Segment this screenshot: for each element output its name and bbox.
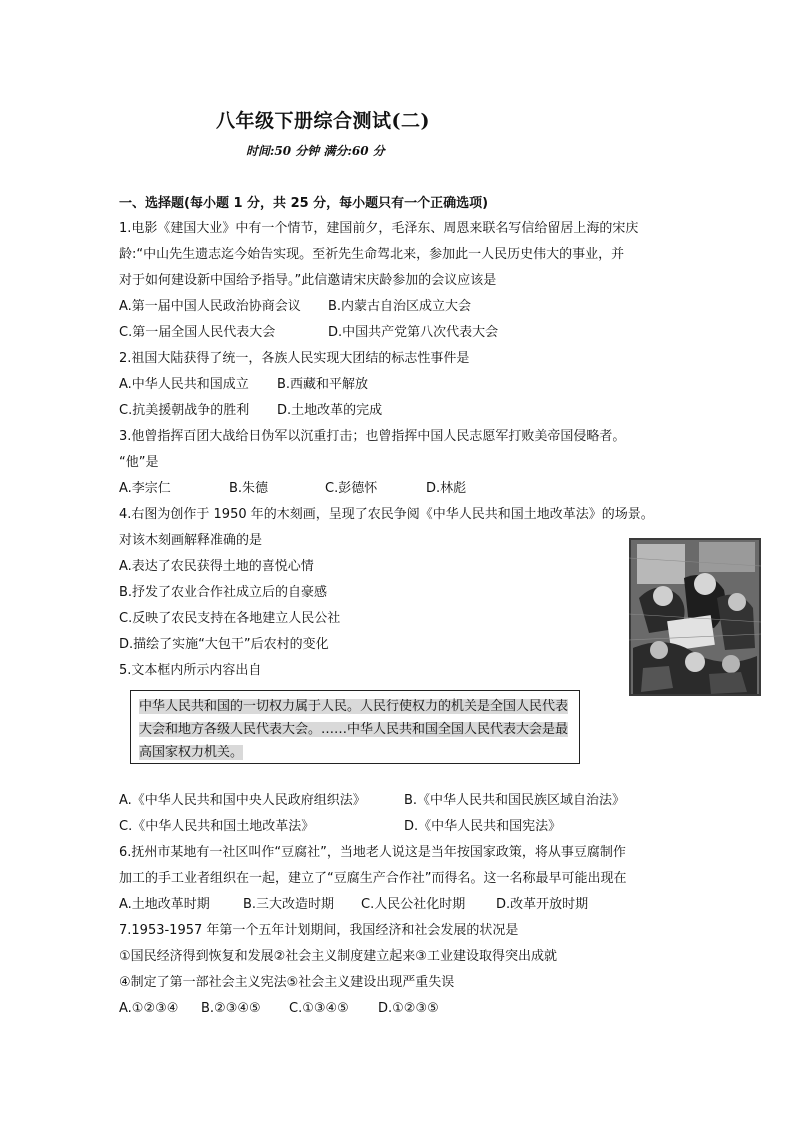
question-4-option-a: A.表达了农民获得土地的喜悦心情 bbox=[119, 559, 314, 574]
question-5-option-b: B.《中华人民共和国民族区域自治法》 bbox=[404, 793, 626, 808]
question-4-line-2: 对该木刻画解释准确的是 bbox=[119, 533, 263, 548]
question-4-option-d: D.描绘了实施“大包干”后农村的变化 bbox=[119, 637, 329, 652]
question-3-line-1: 3.他曾指挥百团大战给日伪军以沉重打击；也曾指挥中国人民志愿军打败美帝国侵略者。 bbox=[119, 429, 626, 444]
question-7-line-1: 7.1953-1957 年第一个五年计划期间，我国经济和社会发展的状况是 bbox=[119, 923, 519, 938]
question-1-option-a: A.第一届中国人民政治协商会议 bbox=[119, 299, 301, 314]
question-5-line-1: 5.文本框内所示内容出自 bbox=[119, 663, 262, 678]
question-3-option-d: D.林彪 bbox=[426, 481, 467, 496]
question-3-option-a: A.李宗仁 bbox=[119, 481, 171, 496]
question-5-option-c: C.《中华人民共和国土地改革法》 bbox=[119, 819, 315, 834]
question-6-line-1: 6.抚州市某地有一社区叫作“豆腐社”，当地老人说这是当年按国家政策，将从事豆腐制作 bbox=[119, 845, 626, 860]
question-1-option-b: B.内蒙古自治区成立大会 bbox=[328, 299, 472, 314]
section-heading: 一、选择题(每小题 1 分，共 25 分，每小题只有一个正确选项) bbox=[119, 196, 489, 211]
question-2-option-d: D.土地改革的完成 bbox=[277, 403, 383, 418]
woodcut-illustration bbox=[629, 538, 761, 696]
question-5-option-a: A.《中华人民共和国中央人民政府组织法》 bbox=[119, 793, 366, 808]
question-4-line-1: 4.右图为创作于 1950 年的木刻画，呈现了农民争阅《中华人民共和国土地改革法》的场景。 bbox=[119, 507, 654, 522]
quoted-text-box bbox=[130, 690, 580, 764]
question-7-option-d: D.①②③⑤ bbox=[378, 1001, 439, 1016]
question-6-option-b: B.三大改造时期 bbox=[243, 897, 335, 912]
question-6-line-2: 加工的手工业者组织在一起，建立了“豆腐生产合作社”而得名。这一名称最早可能出现在 bbox=[119, 871, 627, 886]
question-1-line-2: 龄:“中山先生遗志迄今始告实现。至祈先生命驾北来，参加此一人民历史伟大的事业，并 bbox=[119, 247, 625, 262]
question-7-option-c: C.①③④⑤ bbox=[289, 1001, 349, 1016]
exam-time-and-score: 时间:50 分钟 满分:60 分 bbox=[246, 144, 385, 158]
question-7-line-2: ①国民经济得到恢复和发展②社会主义制度建立起来③工业建设取得突出成就 bbox=[119, 949, 557, 964]
question-6-option-a: A.土地改革时期 bbox=[119, 897, 210, 912]
question-1-option-c: C.第一届全国人民代表大会 bbox=[119, 325, 276, 340]
question-1-line-1: 1.电影《建国大业》中有一个情节，建国前夕，毛泽东、周恩来联名写信给留居上海的宋庆 bbox=[119, 221, 639, 236]
question-7-option-a: A.①②③④ bbox=[119, 1001, 179, 1016]
question-3-option-c: C.彭德怀 bbox=[325, 481, 378, 496]
question-5-option-d: D.《中华人民共和国宪法》 bbox=[404, 819, 562, 834]
question-2-line-1: 2.祖国大陆获得了统一，各族人民实现大团结的标志性事件是 bbox=[119, 351, 470, 366]
question-7-option-b: B.②③④⑤ bbox=[201, 1001, 261, 1016]
question-7-line-3: ④制定了第一部社会主义宪法⑤社会主义建设出现严重失误 bbox=[119, 975, 455, 990]
question-2-option-b: B.西藏和平解放 bbox=[277, 377, 369, 392]
question-2-option-c: C.抗美援朝战争的胜利 bbox=[119, 403, 250, 418]
question-4-option-c: C.反映了农民支持在各地建立人民公社 bbox=[119, 611, 341, 626]
question-1-line-3: 对于如何建设新中国给予指导。”此信邀请宋庆龄参加的会议应该是 bbox=[119, 273, 497, 288]
question-6-option-c: C.人民公社化时期 bbox=[361, 897, 466, 912]
question-2-option-a: A.中华人民共和国成立 bbox=[119, 377, 249, 392]
question-1-option-d: D.中国共产党第八次代表大会 bbox=[328, 325, 499, 340]
quoted-text: 中华人民共和国的一切权力属于人民。人民行使权力的机关是全国人民代表大会和地方各级人民代表大会。……中华人民共和国全国人民代表大会是最高国家权力机关。 bbox=[139, 699, 569, 760]
question-3-option-b: B.朱德 bbox=[229, 481, 269, 496]
question-6-option-d: D.改革开放时期 bbox=[496, 897, 589, 912]
question-4-option-b: B.抒发了农业合作社成立后的自豪感 bbox=[119, 585, 328, 600]
page-title: 八年级下册综合测试(二) bbox=[216, 110, 430, 132]
question-3-line-2: “他”是 bbox=[119, 455, 159, 470]
